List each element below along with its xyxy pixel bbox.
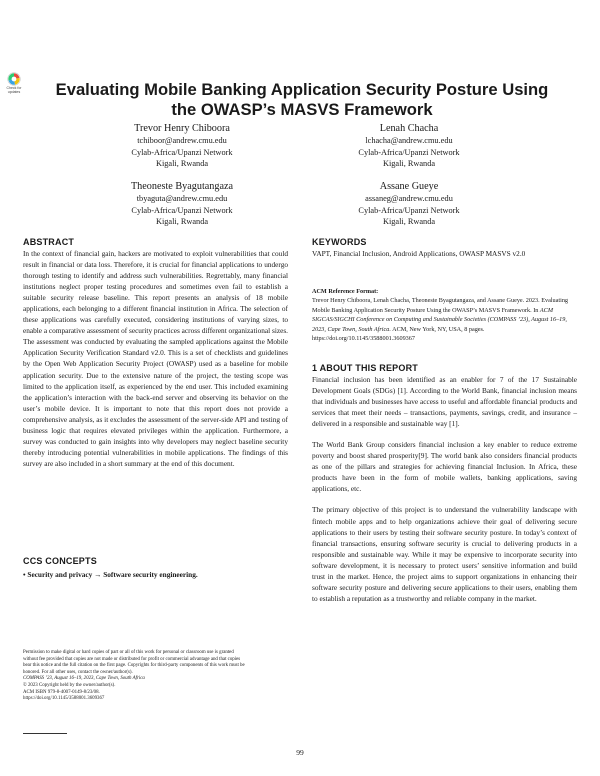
doi-link[interactable]: https://doi.org/10.1145/3588001.3609367 bbox=[23, 696, 105, 702]
author-affiliation: Cylab-Africa/Upanzi Network bbox=[131, 147, 233, 157]
ccs-section bbox=[23, 555, 288, 580]
author-block-4 bbox=[299, 180, 519, 228]
author-email[interactable]: tchiboor@andrew.cmu.edu bbox=[137, 136, 227, 145]
venue-text: COMPASS ’23, August 16–19, 2023, Cape Town, South Africa bbox=[23, 676, 145, 682]
keywords-heading: KEYWORDS bbox=[312, 237, 367, 247]
author-email[interactable]: tbyaguta@andrew.cmu.edu bbox=[136, 194, 228, 203]
reference-format bbox=[312, 287, 577, 343]
badge-label-1: Check for bbox=[6, 86, 22, 90]
crossmark-icon bbox=[6, 72, 22, 86]
intro-section bbox=[312, 362, 577, 604]
author-location: Kigali, Rwanda bbox=[382, 159, 436, 169]
ccs-concept: Security and privacy → Software security engineering. bbox=[27, 570, 198, 579]
author-name: Theoneste Byagutangaza bbox=[130, 181, 234, 192]
author-affiliation: Cylab-Africa/Upanzi Network bbox=[358, 147, 460, 157]
intro-paragraph-3: The primary objective of this project is to understand the vulnerability landscape with fintech mobile apps and to help organizations achieve their goal of delivering secure applications to their users by testing their software security posture. In today’s context of financial transactions, ensuring software security is crucial to delivering products in a responsible and sustainable way. While it may be expensive to incorporate security into software development, it is necessary to protect users’ sensitive information and build trust in the market. Hence, the project aims to support organizations in enhancing their software security posture and delivering secure applications to their users, enabling them to establish a reputation as a trustworthy and reliable company in the market. bbox=[312, 505, 577, 603]
reference-heading: ACM Reference Format: bbox=[312, 288, 379, 295]
paper-title bbox=[40, 80, 564, 120]
author-affiliation: Cylab-Africa/Upanzi Network bbox=[131, 205, 233, 215]
author-location: Kigali, Rwanda bbox=[382, 217, 436, 227]
permission-text: Permission to make digital or hard copies of part or all of this work for personal or classroom use is granted without fee provided that copies are not made or distributed for profit or commercial advantage and that copies bear this notice and the full citation on the first page. Copyrights for third-party components of this work must be honored. For all other uses, contact the owner/author(s). bbox=[23, 650, 245, 675]
intro-paragraph-2: The World Bank Group considers financial inclusion a key enabler to reduce extreme poverty and boost shared prosperity[9]. The world bank also considers financial products as one of the pillars and strategies for achieving financial Inclusion. In Africa, these products have been in the form of mobile wallets, banking applications, saving applications, etc. bbox=[312, 440, 577, 494]
abstract-section bbox=[23, 236, 288, 469]
footnote-rule bbox=[23, 733, 67, 734]
author-location: Kigali, Rwanda bbox=[155, 159, 209, 169]
abstract-heading: ABSTRACT bbox=[23, 237, 75, 247]
author-name: Assane Gueye bbox=[379, 181, 439, 192]
venue-line bbox=[23, 676, 247, 683]
author-block-2 bbox=[299, 122, 519, 170]
check-for-updates-badge[interactable] bbox=[6, 72, 22, 94]
reference-authors: Trevor Henry Chiboora, Lenah Chacha, Theoneste Byagutangaza, and Assane Gueye. 2023. Evaluating Mobile Banking Application Security Posture Using the OWASP’s MASVS Framework. In bbox=[312, 297, 569, 314]
keywords-section bbox=[312, 236, 577, 259]
author-affiliation: Cylab-Africa/Upanzi Network bbox=[358, 205, 460, 215]
badge-label-2: updates bbox=[7, 90, 21, 94]
section-heading: 1 ABOUT THIS REPORT bbox=[312, 363, 418, 373]
keywords-text: VAPT, Financial Inclusion, Android Applications, OWASP MASVS v2.0 bbox=[312, 249, 526, 258]
author-email[interactable]: lchacha@andrew.cmu.edu bbox=[365, 136, 453, 145]
author-location: Kigali, Rwanda bbox=[155, 217, 209, 227]
reference-venue: ACM SIGCAS/SIGCHI Conference on Computing and Sustainable Societies (COMPASS ’23), August 16–19, 2023, Cape Town, South Africa. bbox=[312, 306, 567, 333]
author-name: Lenah Chacha bbox=[379, 123, 439, 134]
title-line-2: the OWASP’s MASVS Framework bbox=[171, 100, 433, 119]
ccs-concept-line bbox=[23, 569, 288, 580]
reference-tail[interactable]: ACM, New York, NY, USA, 8 pages. https://doi.org/10.1145/3588001.3609367 bbox=[312, 325, 485, 343]
author-block-1 bbox=[72, 122, 292, 170]
author-name: Trevor Henry Chiboora bbox=[134, 123, 230, 134]
permission-footnote bbox=[23, 650, 247, 703]
page-number: 99 bbox=[296, 748, 304, 757]
abstract-text: In the context of financial gain, hackers are motivated to exploit vulnerabilities that could result in financial or data loss. Therefore, it is crucial for financial applications to undergo thorough testing to identify and address such vulnerabilities. Regrettably, many financial institutions neglect proper testing procedures and sometimes even fail to establish a suitable security release baseline. This report presents an analysis of 18 mobile applications, each belonging to a different financial institution in Africa. The selection of these applications was carefully executed, considering institutions of varying sizes, to enable a comparative assessment of security practices across different organizational sizes. The assessment was conducted by evaluating the sampled applications against the Mobile Application Security Verification Standard v2.0. This is a set of checklists and guidelines by the Open Web Application Security Project (OWASP) used as a baseline for mobile application security. Due to the extensive nature of the project, the testing scope was limited to the application itself, as experienced by the end user. This included examining the application’s interaction with the back-end server and observing its behavior on the user’s mobile device. It is important to note that this report does not provide a comprehensive analysis, as it excludes the assessment of the server-side API and testing of business logic that requires elevated privileges within the application. Furthermore, a survey was conducted to gain insights into why developers may neglect baseline security thereby introducing potential vulnerabilities in mobile applications. The findings of this survey are also included in a short summary at the end of this document. bbox=[23, 249, 288, 468]
intro-paragraph-1: Financial inclusion has been identified as an enabler for 7 of the 17 Sustainable Development Goals (SDGs) [1]. According to the World Bank, financial inclusion means that individuals and businesses have access to useful and affordable financial products and services that meet their needs – transactions, payments, savings, credit, and insurance – delivered in a responsible and sustainable way [1]. bbox=[312, 375, 577, 429]
ccs-heading: CCS CONCEPTS bbox=[23, 556, 97, 566]
author-email[interactable]: assaneg@andrew.cmu.edu bbox=[365, 194, 453, 203]
bullet-icon: • bbox=[23, 570, 26, 579]
author-block-3 bbox=[72, 180, 292, 228]
reference-text bbox=[312, 296, 577, 343]
title-line-1: Evaluating Mobile Banking Application Security Posture Using bbox=[55, 80, 549, 99]
copyright-line: © 2023 Copyright held by the owner/author(s). bbox=[23, 682, 116, 688]
isbn-line: ACM ISBN 979-8-4007-0149-8/23/08. bbox=[23, 689, 100, 695]
